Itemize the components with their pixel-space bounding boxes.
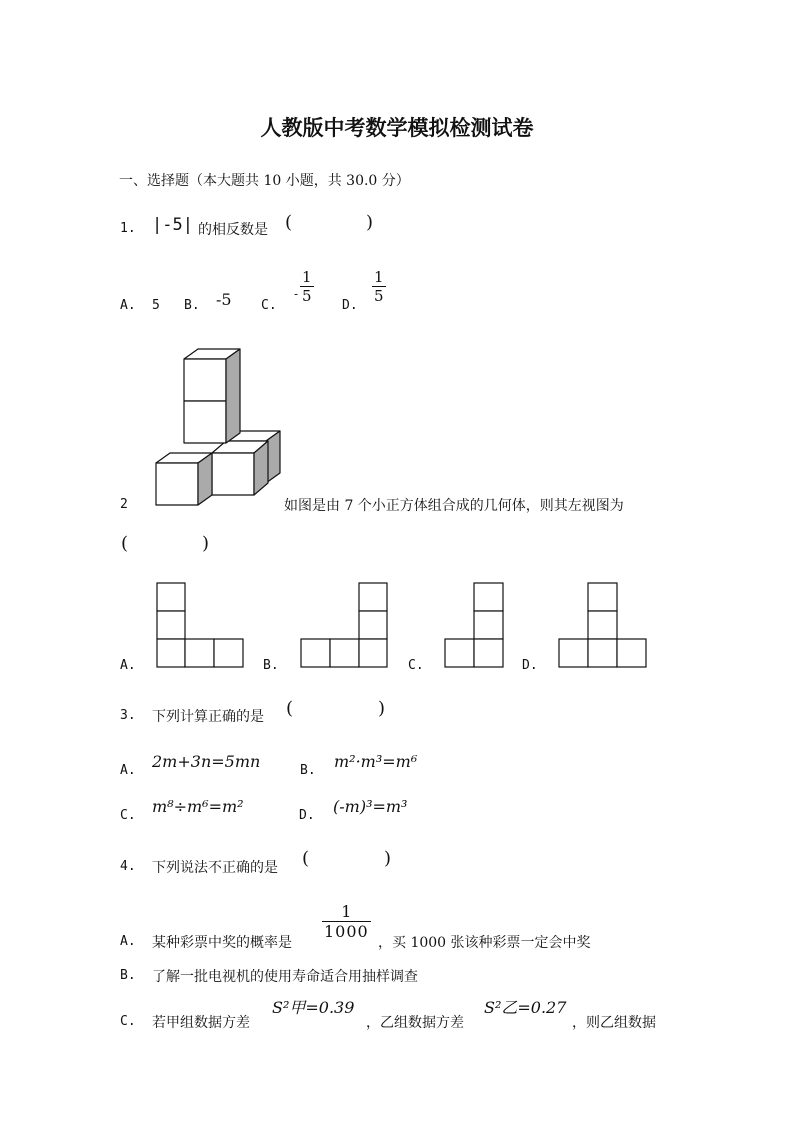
question-2-option-d-letter: D.	[522, 658, 538, 673]
question-2-option-a-view	[156, 582, 246, 668]
question-4-option-a-text-before: 某种彩票中奖的概率是	[152, 935, 292, 951]
question-3-option-c-expression: m⁸÷m⁶=m²	[152, 797, 244, 816]
question-1-option-b-value: -5	[216, 290, 232, 309]
question-2-option-c-letter: C.	[408, 658, 424, 673]
question-2-option-d-view	[558, 582, 650, 668]
question-4-option-b-letter: B.	[120, 968, 136, 983]
question-4-option-c-expression-2: S²乙=0.27	[484, 998, 567, 1017]
question-2-number: 2	[120, 497, 128, 512]
question-2-paren-open: (	[121, 533, 129, 554]
question-3-option-a-expression: 2m+3n=5mn	[152, 752, 261, 771]
question-1-paren-close: )	[366, 212, 374, 233]
question-3-option-b-letter: B.	[300, 763, 316, 778]
question-4-option-c-text-after: ，则乙组数据	[572, 1015, 656, 1031]
question-1-option-b-letter: B.	[184, 298, 200, 313]
question-1-option-c-letter: C.	[261, 298, 277, 313]
fraction-numerator: 1	[341, 902, 352, 921]
question-2-paren-close: )	[202, 533, 210, 554]
question-3-paren-open: (	[286, 698, 294, 719]
fraction-denominator: 5	[302, 287, 312, 305]
question-2-cube-figure	[150, 345, 290, 515]
question-2-option-c-view	[444, 582, 506, 668]
question-1-text: 的相反数是	[198, 222, 268, 238]
question-4-option-a-letter: A.	[120, 934, 136, 949]
question-1-number: 1.	[120, 221, 136, 236]
section-heading: 一、选择题（本大题共 10 小题，共 30.0 分）	[119, 173, 410, 189]
question-1-option-a-value: 5	[152, 298, 160, 313]
question-3-paren-close: )	[378, 698, 386, 719]
question-1-option-a-letter: A.	[120, 298, 136, 313]
question-3-option-c-letter: C.	[120, 808, 136, 823]
question-2-option-a-letter: A.	[120, 658, 136, 673]
question-4-option-c-text-middle: ，乙组数据方差	[366, 1015, 464, 1031]
question-4-paren-close: )	[384, 848, 392, 869]
question-1-expression: |-5|	[152, 215, 193, 235]
question-1-option-d-fraction	[372, 268, 386, 305]
question-4-number: 4.	[120, 859, 136, 874]
question-4-option-c-expression-1: S²甲=0.39	[272, 998, 355, 1017]
page-title: 人教版中考数学模拟检测试卷	[260, 115, 534, 140]
question-3-option-a-letter: A.	[120, 763, 136, 778]
question-3-option-d-expression: (-m)³=m³	[333, 797, 408, 816]
fraction-numerator: 1	[302, 268, 312, 286]
question-1-option-d-letter: D.	[342, 298, 358, 313]
question-1-option-c-fraction	[300, 268, 314, 305]
fraction-denominator: 1000	[324, 922, 369, 941]
question-4-paren-open: (	[302, 848, 310, 869]
fraction-numerator: 1	[374, 268, 384, 286]
question-4-option-c-text-before: 若甲组数据方差	[152, 1015, 250, 1031]
question-4-option-a-text-after: ，买 1000 张该种彩票一定会中奖	[378, 935, 591, 951]
question-4-option-c-letter: C.	[120, 1014, 136, 1029]
question-3-text: 下列计算正确的是	[152, 709, 264, 725]
question-4-text: 下列说法不正确的是	[152, 860, 278, 876]
question-1-paren-open: (	[285, 212, 293, 233]
question-3-number: 3.	[120, 708, 136, 723]
question-3-option-d-letter: D.	[299, 808, 315, 823]
question-2-option-b-letter: B.	[263, 658, 279, 673]
question-3-option-b-expression: m²·m³=m⁶	[334, 752, 418, 771]
question-4-option-a-fraction	[322, 902, 371, 941]
question-4-option-b-text: 了解一批电视机的使用寿命适合用抽样调查	[152, 969, 418, 985]
fraction-denominator: 5	[374, 287, 384, 305]
question-2-text: 如图是由 7 个小正方体组合成的几何体，则其左视图为	[284, 498, 624, 514]
question-2-option-b-view	[300, 582, 390, 668]
question-1-option-c-sign: -	[294, 287, 299, 301]
